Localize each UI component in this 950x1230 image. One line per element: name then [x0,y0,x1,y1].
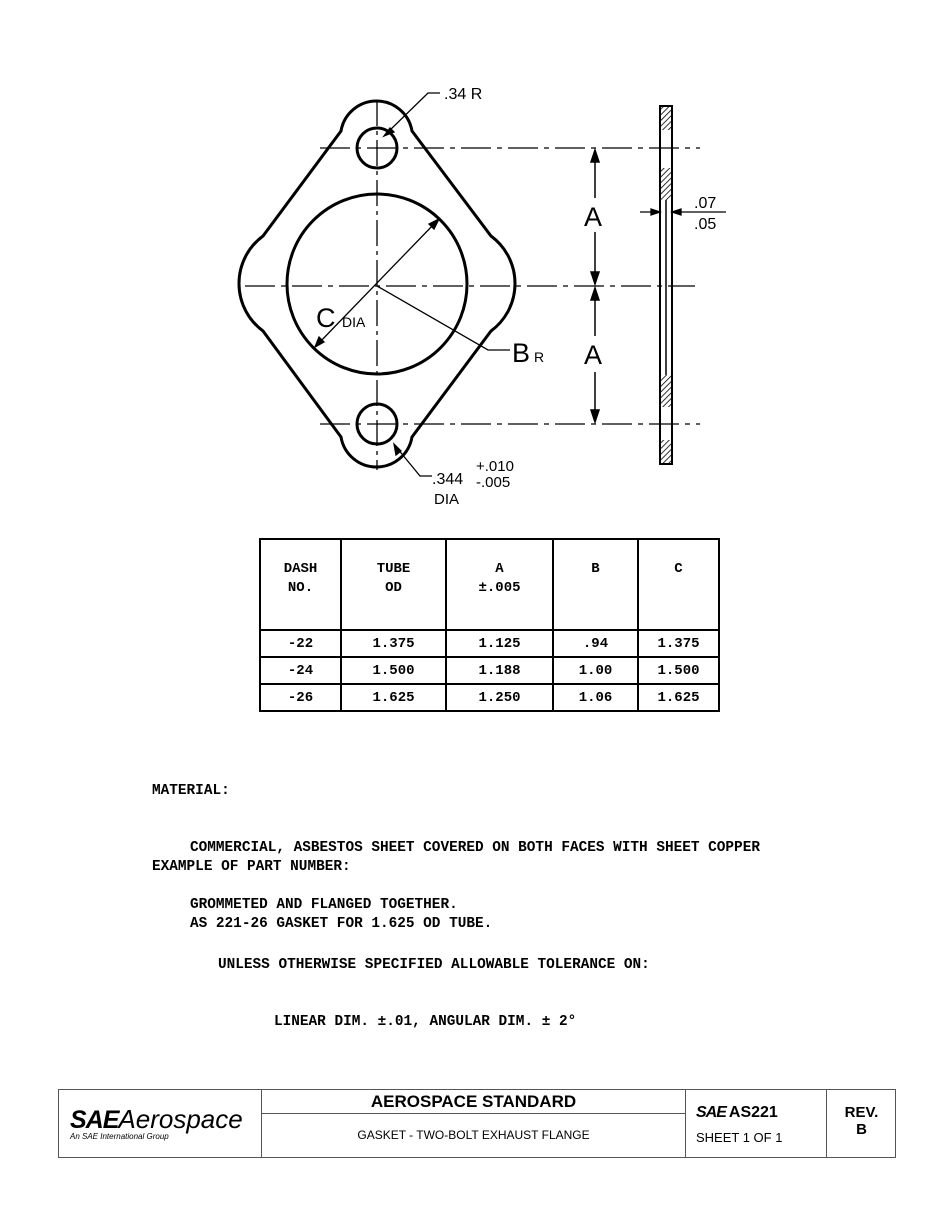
cell-c: 1.625 [638,684,719,711]
header-a-line2: ±.005 [478,580,521,596]
revision-label: REV. [844,1104,879,1121]
centerlines [245,100,700,470]
header-dash-line2: NO. [287,580,314,596]
header-a-line1: A [495,561,504,577]
logo-cell [59,1090,262,1157]
material-line-2: GROMMETED AND FLANGED TOGETHER. [190,897,458,913]
header-dash-no [260,539,341,630]
cell-c: 1.375 [638,630,719,657]
gasket-drawing [0,0,950,530]
side-view [660,106,672,464]
table-row [260,684,719,711]
hole-tol-minus: -.005 [476,474,511,491]
dim-a-upper: A [584,202,603,232]
sae-aerospace-logo [70,1104,243,1135]
dim-a-lower: A [584,340,603,370]
example-line-1: AS 221-26 GASKET FOR 1.625 OD TUBE. [190,916,493,932]
standard-cell [262,1090,686,1157]
cell-b: 1.00 [553,657,638,684]
cell-tube-od: 1.625 [341,684,446,711]
example-heading: EXAMPLE OF PART NUMBER: [152,859,351,875]
cell-tube-od: 1.500 [341,657,446,684]
header-b [553,539,638,630]
b-radius-leader [377,286,510,350]
material-line-1: COMMERCIAL, ASBESTOS SHEET COVERED ON BOTH FACES WITH SHEET COPPER [190,840,760,856]
tolerance-line-1: UNLESS OTHERWISE SPECIFIED ALLOWABLE TOLERANCE ON: [218,957,650,973]
title-block [58,1089,896,1158]
cell-tube-od: 1.375 [341,630,446,657]
table-row [260,657,719,684]
standard-title: AEROSPACE STANDARD [262,1090,685,1114]
hole-dia-value: .344 [432,471,464,488]
logo-aerospace-text: Aerospace [118,1104,243,1134]
c-letter: C [316,303,336,333]
cell-b: .94 [553,630,638,657]
header-a [446,539,553,630]
material-heading: MATERIAL: [152,783,230,799]
thickness-lower: .05 [694,216,717,233]
number-logo: SAE [696,1104,726,1121]
dimension-table [259,538,720,712]
header-b-line1: B [591,561,600,577]
b-letter: B [512,338,531,368]
header-c [638,539,719,630]
cell-a: 1.125 [446,630,553,657]
logo-sae-text: SAE [70,1106,119,1134]
cell-b: 1.06 [553,684,638,711]
revision-cell [827,1090,896,1157]
document-number-text: AS221 [728,1104,778,1121]
table-header-row [260,539,719,630]
part-description: GASKET - TWO-BOLT EXHAUST FLANGE [357,1128,590,1142]
tolerance-line-2: LINEAR DIM. ±.01, ANGULAR DIM. ± 2° [274,1014,577,1030]
header-tube-line2: OD [385,580,402,596]
cell-dash: -26 [260,684,341,711]
tolerance-note [218,918,650,1051]
logo-subtitle: An SAE International Group [70,1132,169,1141]
cell-dash: -24 [260,657,341,684]
c-suffix: DIA [342,314,366,330]
hole-tol-plus: +.010 [476,458,514,475]
hole-radius-label: .34 R [444,86,483,103]
header-tube-line1: TUBE [376,561,411,577]
revision-value: B [856,1121,867,1138]
header-c-line1: C [674,561,683,577]
thickness-upper: .07 [694,195,717,212]
cell-a: 1.188 [446,657,553,684]
sheet-info: SHEET 1 OF 1 [696,1130,783,1145]
hole-dia-suffix: DIA [434,491,460,508]
header-dash-line1: DASH [283,561,318,577]
document-number [696,1104,778,1122]
table-row [260,630,719,657]
header-tube-od [341,539,446,630]
cell-dash: -22 [260,630,341,657]
number-cell [686,1090,827,1157]
cell-c: 1.500 [638,657,719,684]
b-suffix: R [534,349,545,365]
cell-a: 1.250 [446,684,553,711]
